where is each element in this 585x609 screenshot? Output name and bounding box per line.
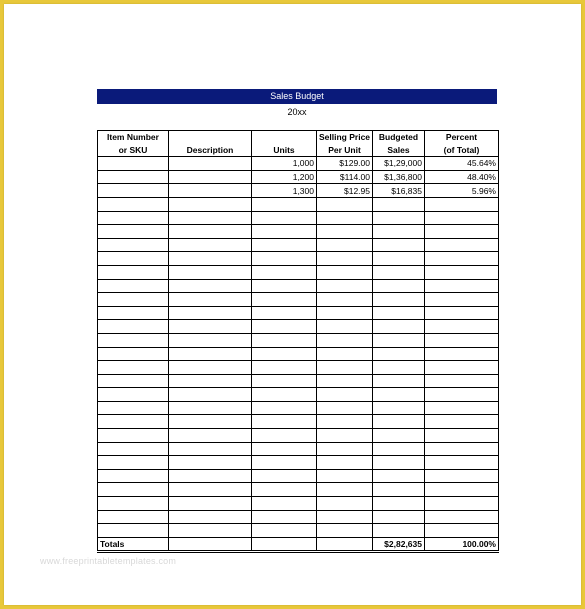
header-description-top <box>169 131 252 144</box>
empty-cell <box>169 469 252 483</box>
table-row-empty <box>98 469 499 483</box>
empty-cell <box>425 510 499 524</box>
empty-cell <box>169 361 252 375</box>
empty-cell <box>317 415 373 429</box>
table-row-empty <box>98 197 499 211</box>
empty-cell <box>317 238 373 252</box>
table-row-empty <box>98 415 499 429</box>
table-row-empty <box>98 524 499 538</box>
empty-cell <box>252 469 317 483</box>
empty-cell <box>425 483 499 497</box>
cell-percent: 45.64% <box>425 157 499 171</box>
empty-cell <box>373 388 425 402</box>
empty-cell <box>169 524 252 538</box>
empty-cell <box>317 469 373 483</box>
cell-units: 1,200 <box>252 170 317 184</box>
empty-cell <box>317 347 373 361</box>
empty-cell <box>98 510 169 524</box>
empty-cell <box>252 211 317 225</box>
empty-cell <box>317 374 373 388</box>
table-row-empty <box>98 497 499 511</box>
table-row-empty <box>98 442 499 456</box>
empty-cell <box>425 252 499 266</box>
table-row-empty <box>98 361 499 375</box>
empty-cell <box>98 374 169 388</box>
empty-cell <box>317 388 373 402</box>
cell-description <box>169 184 252 198</box>
empty-cell <box>169 211 252 225</box>
empty-cell <box>98 347 169 361</box>
empty-cell <box>252 252 317 266</box>
empty-cell <box>252 279 317 293</box>
empty-cell <box>169 510 252 524</box>
table-row-empty <box>98 306 499 320</box>
header-description: Description <box>169 144 252 157</box>
empty-cell <box>252 415 317 429</box>
empty-cell <box>317 442 373 456</box>
empty-cell <box>169 388 252 402</box>
empty-cell <box>252 429 317 443</box>
empty-cell <box>169 415 252 429</box>
empty-cell <box>252 388 317 402</box>
empty-cell <box>98 401 169 415</box>
empty-cell <box>373 265 425 279</box>
empty-cell <box>317 429 373 443</box>
table-row-empty <box>98 225 499 239</box>
header-or-sku: or SKU <box>98 144 169 157</box>
empty-cell <box>373 497 425 511</box>
empty-cell <box>98 429 169 443</box>
empty-cell <box>373 225 425 239</box>
empty-cell <box>373 211 425 225</box>
empty-cell <box>169 333 252 347</box>
empty-cell <box>252 347 317 361</box>
empty-cell <box>373 401 425 415</box>
cell-sku <box>98 157 169 171</box>
empty-cell <box>317 211 373 225</box>
empty-cell <box>373 252 425 266</box>
empty-cell <box>317 320 373 334</box>
empty-cell <box>425 429 499 443</box>
empty-cell <box>98 497 169 511</box>
table-row-empty <box>98 252 499 266</box>
empty-cell <box>317 497 373 511</box>
empty-cell <box>98 252 169 266</box>
header-row-1 <box>98 131 499 144</box>
empty-cell <box>169 197 252 211</box>
table-row-empty <box>98 265 499 279</box>
watermark: www.freeprintabletemplates.com <box>40 556 177 566</box>
document-page <box>4 4 581 605</box>
table-row <box>98 184 499 198</box>
table-row-empty <box>98 279 499 293</box>
empty-cell <box>317 401 373 415</box>
empty-cell <box>252 374 317 388</box>
empty-cell <box>252 293 317 307</box>
table-row-empty <box>98 483 499 497</box>
empty-cell <box>373 524 425 538</box>
empty-cell <box>373 374 425 388</box>
empty-cell <box>98 320 169 334</box>
totals-units <box>252 537 317 552</box>
totals-percent: 100.00% <box>425 537 499 552</box>
empty-cell <box>317 456 373 470</box>
empty-cell <box>252 320 317 334</box>
empty-cell <box>169 456 252 470</box>
empty-cell <box>252 333 317 347</box>
cell-units: 1,300 <box>252 184 317 198</box>
empty-cell <box>169 225 252 239</box>
totals-description <box>169 537 252 552</box>
empty-cell <box>373 483 425 497</box>
header-of-total: (of Total) <box>425 144 499 157</box>
empty-cell <box>169 483 252 497</box>
empty-cell <box>169 306 252 320</box>
cell-description <box>169 157 252 171</box>
empty-cell <box>317 483 373 497</box>
header-budgeted: Budgeted <box>373 131 425 144</box>
empty-cell <box>373 456 425 470</box>
empty-cell <box>373 510 425 524</box>
empty-cell <box>425 497 499 511</box>
empty-cell <box>98 279 169 293</box>
empty-cell <box>252 306 317 320</box>
empty-cell <box>425 456 499 470</box>
empty-cell <box>317 361 373 375</box>
empty-cell <box>425 388 499 402</box>
cell-sales: $16,835 <box>373 184 425 198</box>
empty-cell <box>373 197 425 211</box>
empty-cell <box>425 320 499 334</box>
empty-cell <box>169 347 252 361</box>
header-percent: Percent <box>425 131 499 144</box>
empty-cell <box>373 279 425 293</box>
empty-cell <box>252 510 317 524</box>
empty-cell <box>169 320 252 334</box>
header-units: Units <box>252 144 317 157</box>
empty-cell <box>252 497 317 511</box>
empty-cell <box>252 238 317 252</box>
empty-cell <box>373 238 425 252</box>
table-row-empty <box>98 401 499 415</box>
header-per-unit: Per Unit <box>317 144 373 157</box>
empty-cell <box>169 401 252 415</box>
cell-sku <box>98 184 169 198</box>
empty-cell <box>317 279 373 293</box>
header-selling-price: Selling Price <box>317 131 373 144</box>
cell-sku <box>98 170 169 184</box>
empty-cell <box>169 238 252 252</box>
empty-cell <box>317 524 373 538</box>
table-row-empty <box>98 510 499 524</box>
table-row-empty <box>98 333 499 347</box>
cell-price: $12.95 <box>317 184 373 198</box>
empty-cell <box>425 306 499 320</box>
empty-cell <box>98 483 169 497</box>
totals-label: Totals <box>98 537 169 552</box>
table-row-empty <box>98 374 499 388</box>
cell-sales: $1,36,800 <box>373 170 425 184</box>
empty-cell <box>98 469 169 483</box>
empty-cell <box>425 279 499 293</box>
totals-sales: $2,82,635 <box>373 537 425 552</box>
empty-cell <box>169 265 252 279</box>
empty-cell <box>169 497 252 511</box>
cell-price: $114.00 <box>317 170 373 184</box>
empty-cell <box>98 361 169 375</box>
empty-cell <box>252 197 317 211</box>
empty-cell <box>425 524 499 538</box>
empty-cell <box>98 197 169 211</box>
sheet-title: Sales Budget <box>97 89 497 104</box>
empty-cell <box>252 401 317 415</box>
empty-cell <box>425 415 499 429</box>
empty-cell <box>317 225 373 239</box>
header-units-top <box>252 131 317 144</box>
table-row-empty <box>98 320 499 334</box>
empty-cell <box>425 333 499 347</box>
empty-cell <box>98 333 169 347</box>
cell-units: 1,000 <box>252 157 317 171</box>
header-row-2 <box>98 144 499 157</box>
empty-cell <box>425 361 499 375</box>
empty-cell <box>317 265 373 279</box>
empty-cell <box>425 238 499 252</box>
empty-cell <box>317 510 373 524</box>
totals-price <box>317 537 373 552</box>
empty-cell <box>373 320 425 334</box>
empty-cell <box>98 293 169 307</box>
sheet-year: 20xx <box>287 107 307 117</box>
empty-cell <box>373 293 425 307</box>
empty-cell <box>425 442 499 456</box>
empty-cell <box>169 374 252 388</box>
empty-cell <box>425 211 499 225</box>
empty-cell <box>98 211 169 225</box>
empty-cell <box>425 225 499 239</box>
table-row <box>98 170 499 184</box>
empty-cell <box>98 306 169 320</box>
empty-cell <box>98 442 169 456</box>
cell-sales: $1,29,000 <box>373 157 425 171</box>
empty-cell <box>98 415 169 429</box>
empty-cell <box>373 469 425 483</box>
empty-cell <box>169 279 252 293</box>
empty-cell <box>317 306 373 320</box>
empty-cell <box>169 293 252 307</box>
empty-cell <box>252 265 317 279</box>
empty-cell <box>425 401 499 415</box>
empty-cell <box>425 374 499 388</box>
cell-percent: 5.96% <box>425 184 499 198</box>
header-sales: Sales <box>373 144 425 157</box>
empty-cell <box>252 442 317 456</box>
empty-cell <box>373 347 425 361</box>
empty-cell <box>252 483 317 497</box>
empty-cell <box>425 197 499 211</box>
cell-percent: 48.40% <box>425 170 499 184</box>
empty-cell <box>425 265 499 279</box>
empty-cell <box>373 442 425 456</box>
table-row <box>98 157 499 171</box>
table-row-empty <box>98 388 499 402</box>
table-row-empty <box>98 456 499 470</box>
empty-cell <box>98 456 169 470</box>
empty-cell <box>252 456 317 470</box>
empty-cell <box>317 293 373 307</box>
empty-cell <box>373 333 425 347</box>
empty-cell <box>252 524 317 538</box>
empty-cell <box>373 306 425 320</box>
table-row-empty <box>98 429 499 443</box>
empty-cell <box>98 524 169 538</box>
header-item-number: Item Number <box>98 131 169 144</box>
empty-cell <box>373 361 425 375</box>
empty-cell <box>98 238 169 252</box>
empty-cell <box>317 333 373 347</box>
table-row-empty <box>98 238 499 252</box>
empty-cell <box>317 197 373 211</box>
empty-cell <box>252 225 317 239</box>
cell-price: $129.00 <box>317 157 373 171</box>
table-row-empty <box>98 347 499 361</box>
totals-row <box>98 537 499 552</box>
empty-cell <box>98 225 169 239</box>
table-row-empty <box>98 293 499 307</box>
empty-cell <box>252 361 317 375</box>
table-row-empty <box>98 211 499 225</box>
empty-cell <box>373 415 425 429</box>
empty-cell <box>169 442 252 456</box>
sales-budget-table <box>97 130 499 553</box>
empty-cell <box>425 469 499 483</box>
empty-cell <box>98 388 169 402</box>
empty-cell <box>169 429 252 443</box>
empty-cell <box>425 293 499 307</box>
empty-cell <box>317 252 373 266</box>
empty-cell <box>425 347 499 361</box>
empty-cell <box>169 252 252 266</box>
empty-cell <box>98 265 169 279</box>
empty-cell <box>373 429 425 443</box>
cell-description <box>169 170 252 184</box>
